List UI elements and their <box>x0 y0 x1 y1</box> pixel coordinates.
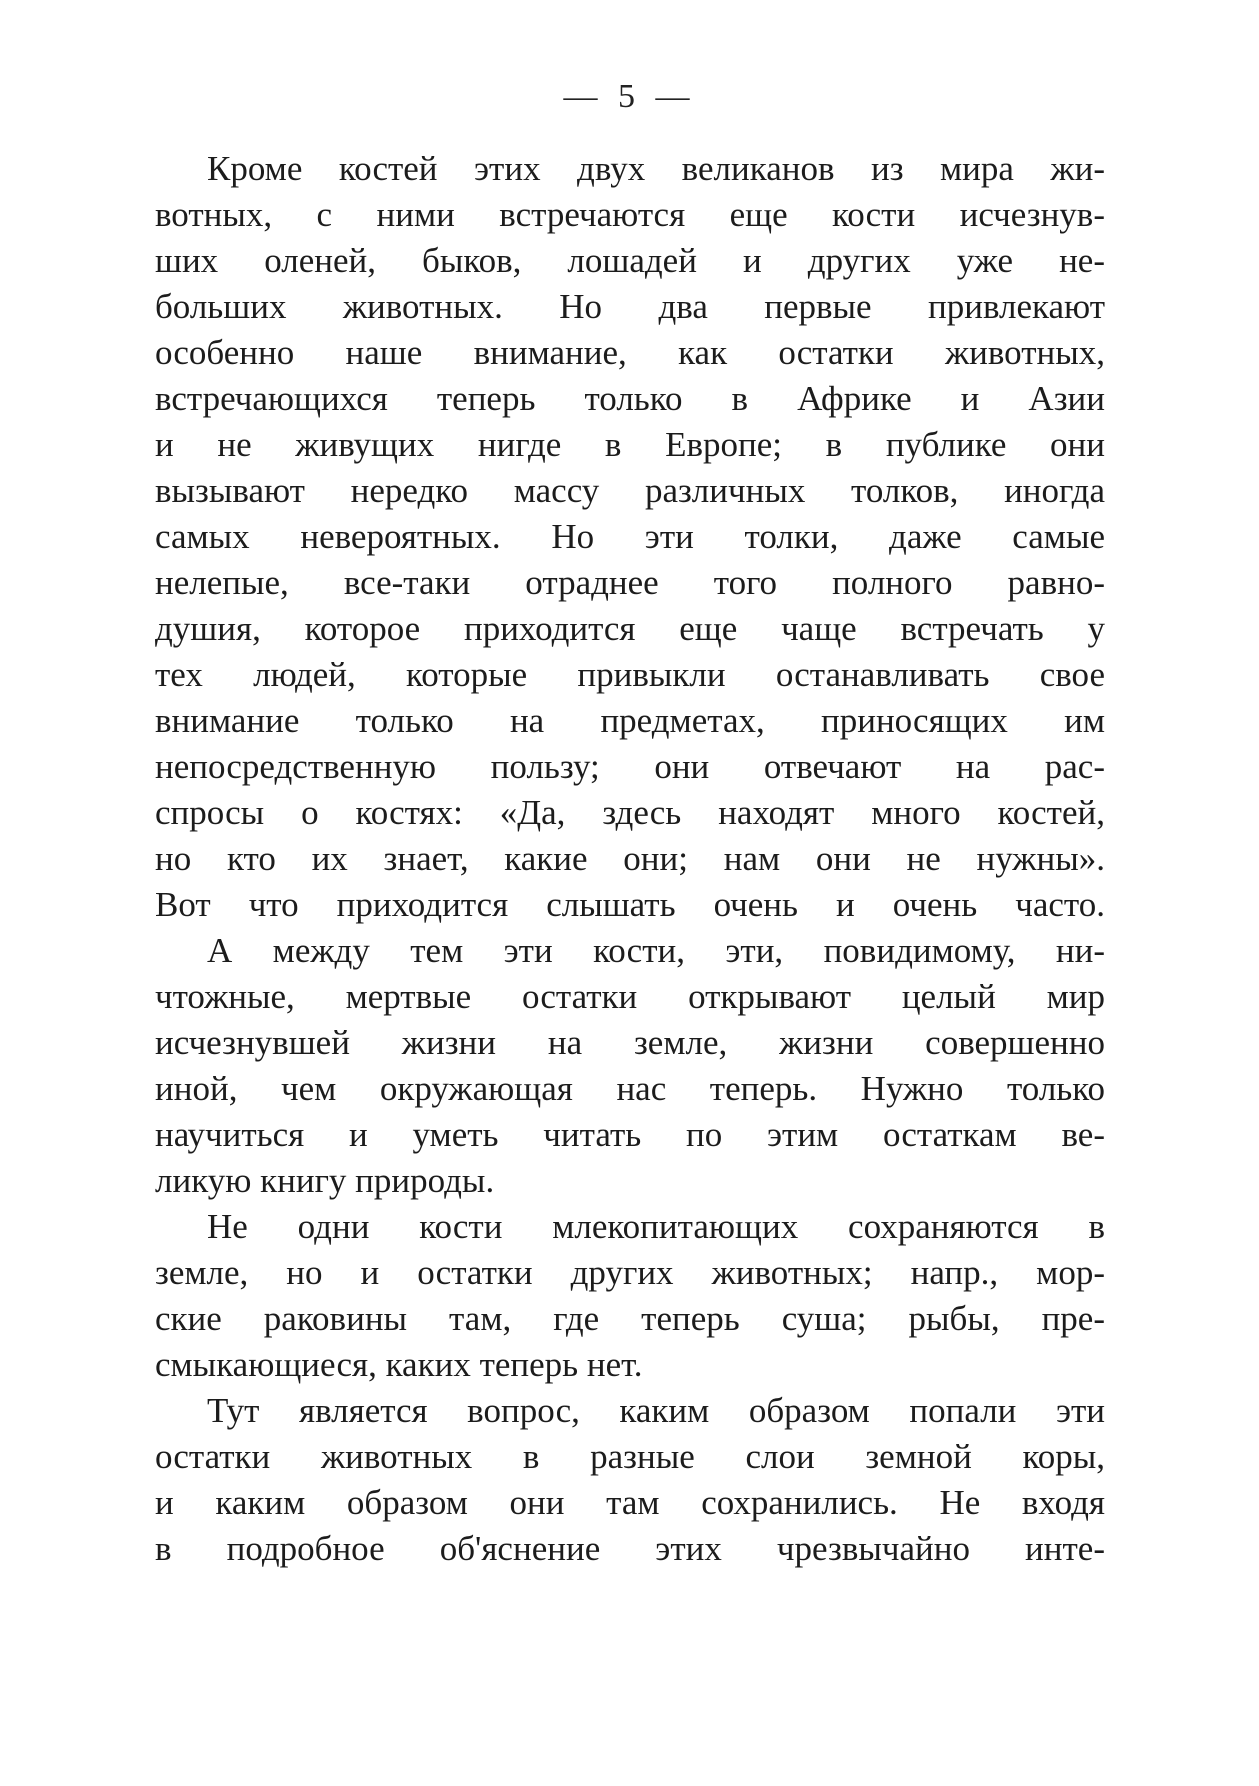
text-line: спросы о костях: «Да, здесь находят много костей, <box>155 793 1105 832</box>
body-text <box>155 146 1105 1572</box>
text-line: чтожные, мертвые остатки открывают целый мир <box>155 977 1105 1016</box>
text-line: внимание только на предметах, приносящих им <box>155 701 1105 740</box>
page-number: — 5 — <box>563 78 696 115</box>
text-line: ших оленей, быков, лошадей и других уже не- <box>155 241 1105 280</box>
text-line: вызывают нередко массу различных толков, иногда <box>155 471 1105 510</box>
text-line: встречающихся теперь только в Африке и Азии <box>155 379 1105 418</box>
text-line: но кто их знает, какие они; нам они не нужны». <box>155 839 1105 878</box>
text-line: и каким образом они там сохранились. Не входя <box>155 1483 1105 1522</box>
text-line: в подробное об'яснение этих чрезвычайно инте- <box>155 1529 1105 1568</box>
text-line: остатки животных в разные слои земной коры, <box>155 1437 1105 1476</box>
text-line: особенно наше внимание, как остатки животных, <box>155 333 1105 372</box>
text-line: непосредственную пользу; они отвечают на рас- <box>155 747 1105 786</box>
text-line: иной, чем окружающая нас теперь. Нужно только <box>155 1069 1105 1108</box>
text-line: самых невероятных. Но эти толки, даже самые <box>155 517 1105 556</box>
text-line: ские раковины там, где теперь суша; рыбы, пре- <box>155 1299 1105 1338</box>
text-line: и не живущих нигде в Европе; в публике они <box>155 425 1105 464</box>
text-line: ликую книгу природы. <box>155 1161 495 1200</box>
text-line: Тут является вопрос, каким образом попали эти <box>207 1391 1105 1430</box>
text-line: душия, которое приходится еще чаще встречать у <box>155 609 1105 648</box>
text-line: земле, но и остатки других животных; напр., мор- <box>155 1253 1105 1292</box>
text-line: Не одни кости млекопитающих сохраняются в <box>207 1207 1105 1246</box>
text-line: смыкающиеся, каких теперь нет. <box>155 1345 643 1384</box>
text-line: Кроме костей этих двух великанов из мира жи- <box>207 149 1105 188</box>
text-line: нелепые, все-таки отраднее того полного равно- <box>155 563 1105 602</box>
text-line: вотных, с ними встречаются еще кости исчезнув- <box>155 195 1105 234</box>
text-line: научиться и уметь читать по этим остаткам ве- <box>155 1115 1105 1154</box>
text-line: больших животных. Но два первые привлекают <box>155 287 1105 326</box>
text-line: Вот что приходится слышать очень и очень часто. <box>155 885 1105 924</box>
text-line: А между тем эти кости, эти, повидимому, ни- <box>207 931 1105 970</box>
text-line: исчезнувшей жизни на земле, жизни совершенно <box>155 1023 1105 1062</box>
text-line: тех людей, которые привыкли останавливать свое <box>155 655 1105 694</box>
